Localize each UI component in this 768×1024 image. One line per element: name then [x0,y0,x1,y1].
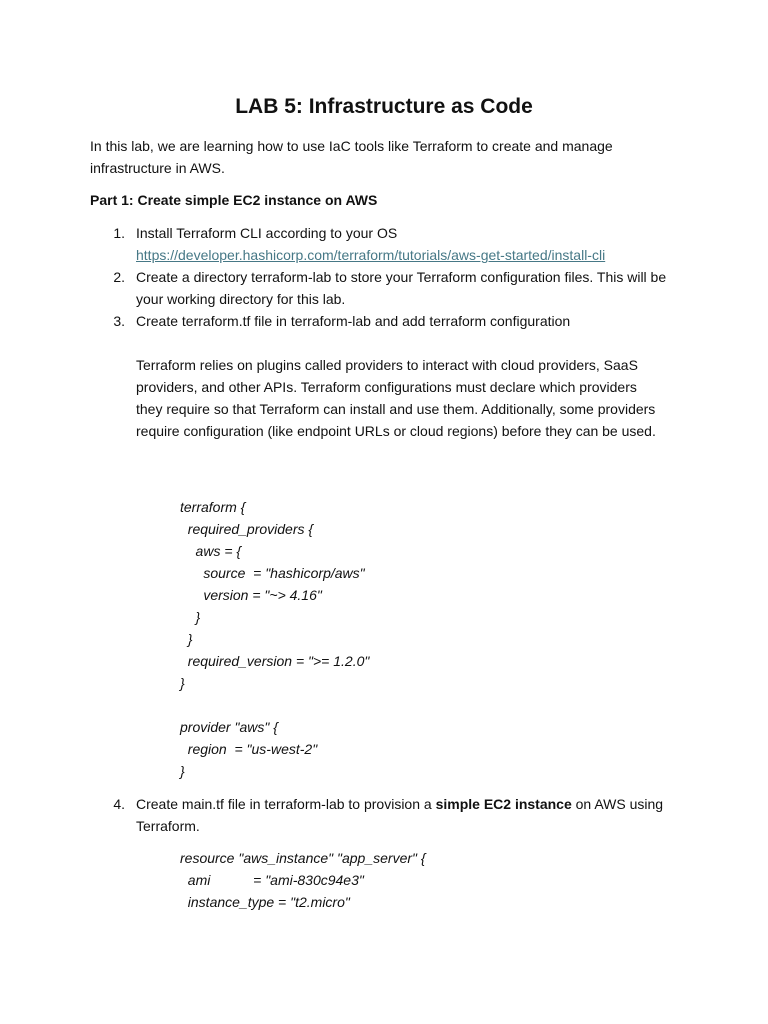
step-number: 4. [113,796,125,812]
list-item-install-cli [136,222,681,266]
page-title: LAB 5: Infrastructure as Code [235,95,533,118]
main-tf-code: resource "aws_instance" "app_server" { ami = "ami-830c94e3" instance_type = "t2.micro" [180,850,426,910]
step-number: 1. [113,225,125,241]
list-item-create-directory: Create a directory terraform-lab to store your Terraform configuration files. This will be your working directory for this lab. [136,269,667,307]
step-number: 2. [113,269,125,285]
terraform-config-code: terraform { required_providers { aws = { source = "hashicorp/aws" version = "~> 4.16" } } required_version = ">= 1.2.0" } provider "aws" { region = "us-west-2" } [180,499,370,779]
part1-heading: Part 1: Create simple EC2 instance on AWS [90,192,378,208]
install-cli-link[interactable]: https://developer.hashicorp.com/terraform/tutorials/aws-get-started/install-cli [136,247,606,263]
intro-paragraph: In this lab, we are learning how to use IaC tools like Terraform to create and manage infrastructure in AWS. [90,138,613,176]
step-text-bold: simple EC2 instance [435,796,572,812]
step-text-after: on AWS using Terraform. [136,796,664,834]
step-number: 3. [113,313,125,329]
providers-description: Terraform relies on plugins called providers to interact with cloud providers, SaaS providers, and other APIs. Terraform configurations must declare which providers they require so that Terraform can install and use them. Additionally, some providers require configuration (like endpoint URLs or cloud regions) before they can be used. [136,357,656,439]
list-item-create-main-tf [136,793,666,837]
step-text: Install Terraform CLI according to your OS [136,225,398,241]
step-text-before: Create main.tf file in terraform-lab to provision a [136,796,436,812]
list-item-create-terraform-tf: Create terraform.tf file in terraform-lab and add terraform configuration [136,313,571,329]
